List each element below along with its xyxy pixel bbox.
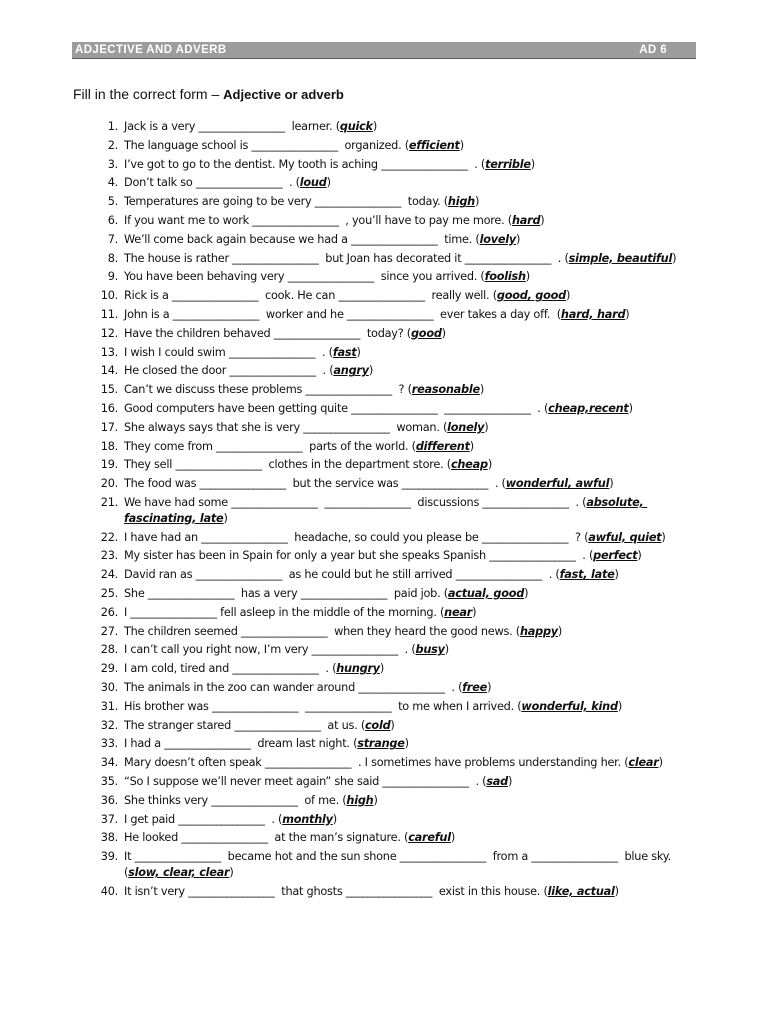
word-hint: free [462, 681, 488, 695]
exercise-item [90, 119, 700, 135]
exercise-item [90, 793, 700, 809]
exercise-sentence [124, 812, 700, 828]
header-title: ADJECTIVE AND ADVERB [75, 44, 227, 56]
sentence-text: ) [373, 793, 378, 807]
sentence-text: The stranger stared ________________ at us. ( [124, 718, 365, 732]
exercise-item [90, 157, 700, 173]
exercise-item [90, 476, 700, 492]
word-hint: absolute, fascinating, late [124, 495, 648, 525]
exercise-item [90, 774, 700, 790]
sentence-text: ) [223, 511, 228, 525]
exercise-number: 28. [100, 643, 118, 657]
exercise-item [90, 382, 700, 398]
exercise-number: 6. [107, 213, 118, 227]
word-hint: perfect [593, 549, 638, 563]
word-hint: high [447, 195, 475, 209]
exercise-number: 13. [100, 345, 118, 359]
exercise-item [90, 548, 700, 564]
exercise-number: 15. [100, 383, 118, 397]
exercise-sentence [124, 774, 700, 790]
exercise-sentence [124, 567, 700, 583]
sentence-text: ) [614, 884, 619, 898]
sentence-text: ) [372, 120, 377, 133]
exercise-item [90, 624, 700, 640]
exercise-sentence [124, 213, 700, 229]
sentence-text: ) [332, 812, 337, 826]
sentence-text: We have had some ________________ ________________ discussions ________________ . ( [124, 495, 587, 509]
exercise-item [90, 269, 700, 285]
sentence-text: The animals in the zoo can wander around ________________ . ( [124, 681, 463, 695]
exercise-number: 17. [100, 420, 118, 434]
sentence-text: I had a ________________ dream last night. ( [124, 737, 358, 751]
exercise-sentence [124, 345, 700, 361]
word-hint: foolish [484, 270, 526, 284]
exercise-sentence [124, 175, 700, 191]
word-hint: cold [364, 718, 391, 732]
sentence-text: It isn’t very ________________ that ghosts ________________ exist in this house. ( [124, 884, 548, 898]
exercise-sentence [124, 251, 700, 267]
exercise-list [90, 119, 700, 903]
exercise-number: 10. [100, 289, 118, 303]
word-hint: strange [357, 737, 405, 751]
exercise-number: 38. [100, 831, 118, 845]
sentence-text: ) [484, 420, 489, 434]
exercise-sentence [124, 736, 700, 752]
word-hint: hungry [336, 662, 380, 676]
word-hint: good [410, 326, 442, 340]
sentence-text: ) [617, 699, 622, 713]
exercise-number: 5. [107, 195, 118, 209]
sentence-text: ) [474, 195, 480, 209]
sentence-text: I ________________ fell asleep in the middle of the morning. ( [124, 605, 445, 619]
exercise-sentence [124, 755, 700, 771]
exercise-number: 1. [107, 120, 118, 133]
exercise-number: 34. [100, 756, 118, 770]
sentence-text: ) [487, 681, 492, 695]
exercise-sentence [124, 718, 700, 734]
sentence-text: ) [637, 549, 642, 563]
sentence-text: ) [515, 232, 521, 246]
sentence-text: We’ll come back again because we had a ________________ time. ( [124, 232, 480, 246]
sentence-text: I wish I could swim ________________ . ( [124, 345, 333, 359]
exercise-number: 7. [107, 232, 118, 246]
word-hint: high [346, 793, 374, 807]
word-hint: lonely [447, 420, 485, 434]
exercise-number: 24. [100, 568, 118, 582]
exercise-sentence [124, 642, 700, 658]
exercise-item [90, 288, 700, 304]
exercise-sentence [124, 420, 700, 436]
exercise-number: 23. [100, 549, 118, 563]
exercise-number: 33. [100, 737, 118, 751]
exercise-sentence [124, 605, 700, 621]
exercise-number: 32. [100, 718, 118, 732]
sentence-text: They come from ________________ parts of the world. ( [124, 439, 416, 453]
word-hint: hard, hard [560, 307, 626, 321]
word-hint: sad [486, 775, 508, 788]
sentence-text: ) [390, 718, 395, 732]
exercise-sentence [124, 699, 700, 715]
exercise-sentence [124, 401, 700, 417]
exercise-item [90, 718, 700, 734]
sentence-text: Can’t we discuss these problems ________________ ? ( [124, 383, 412, 397]
exercise-sentence [124, 849, 700, 881]
exercise-number: 36. [100, 793, 118, 807]
exercise-item [90, 232, 700, 248]
sentence-text: Temperatures are going to be very ________________ today. ( [124, 195, 448, 209]
exercise-sentence [124, 326, 700, 342]
word-hint: wonderful, kind [521, 699, 618, 713]
exercise-item [90, 363, 700, 379]
sentence-text: He looked ________________ at the man’s signature. ( [124, 831, 409, 845]
sentence-text: ) [404, 737, 409, 751]
exercise-item [90, 567, 700, 583]
word-hint: clear [628, 756, 659, 770]
exercise-number: 11. [100, 307, 118, 321]
exercise-item [90, 849, 700, 881]
sentence-text: ) [609, 477, 614, 491]
word-hint: happy [519, 624, 558, 638]
exercise-sentence [124, 382, 700, 398]
exercise-number: 25. [100, 587, 118, 601]
exercise-sentence [124, 119, 700, 135]
sentence-text: She ________________ has a very ________________ paid job. ( [124, 587, 448, 601]
exercise-number: 3. [107, 157, 118, 171]
word-hint: simple, beautiful [568, 251, 673, 265]
exercise-item [90, 736, 700, 752]
sentence-text: ) [356, 345, 361, 359]
word-hint: loud [299, 176, 327, 190]
sentence-text: You have been behaving very ________________ since you arrived. ( [124, 270, 485, 284]
sentence-text: ) [469, 439, 474, 453]
exercise-sentence [124, 307, 700, 323]
word-hint: quick [339, 120, 373, 133]
exercise-sentence [124, 157, 700, 173]
exercise-number: 39. [100, 850, 118, 864]
sentence-text: She always says that she is very ________________ woman. ( [124, 420, 448, 434]
sentence-text: The food was ________________ but the service was ________________ . ( [124, 477, 506, 491]
sentence-text: Don’t talk so ________________ . ( [124, 176, 300, 190]
exercise-number: 9. [107, 270, 118, 284]
exercise-sentence [124, 495, 700, 527]
word-hint: hard [511, 213, 541, 227]
sentence-text: ) [625, 307, 630, 321]
exercise-item [90, 680, 700, 696]
exercise-number: 14. [100, 364, 118, 378]
sentence-text: ) [441, 326, 446, 340]
exercise-item [90, 439, 700, 455]
word-hint: monthly [282, 812, 333, 826]
word-hint: slow, clear, clear [128, 866, 230, 880]
exercise-number: 31. [100, 699, 118, 713]
sentence-text: John is a ________________ worker and he ________________ ever takes a day off. ( [124, 307, 561, 321]
sentence-text: My sister has been in Spain for only a year but she speaks Spanish ________________ . ( [124, 549, 594, 563]
sentence-text: “So I suppose we’ll never meet again” she said ________________ . ( [124, 775, 487, 788]
word-hint: cheap [450, 458, 488, 472]
exercise-sentence [124, 476, 700, 492]
exercise-item [90, 605, 700, 621]
sentence-text: ) [661, 530, 666, 544]
exercise-item [90, 213, 700, 229]
exercise-number: 20. [100, 477, 118, 491]
sentence-text: ) [525, 270, 530, 284]
sentence-text: ) [614, 568, 619, 582]
sentence-text: ) [487, 458, 492, 472]
sentence-text: The children seemed ________________ when they heard the good news. ( [124, 624, 520, 638]
exercise-number: 26. [100, 605, 118, 619]
word-hint: fast, late [559, 568, 615, 582]
sentence-text: Mary doesn’t often speak ________________ . I sometimes have problems understanding her. ( [124, 756, 629, 770]
word-hint: like, actual [547, 884, 615, 898]
exercise-item [90, 642, 700, 658]
sentence-text: ) [508, 775, 513, 788]
exercise-number: 27. [100, 624, 118, 638]
exercise-number: 29. [100, 662, 118, 676]
sentence-text: I’ve got to go to the dentist. My tooth is aching ________________ . ( [124, 157, 486, 171]
instruction-prefix: Fill in the correct form – [73, 86, 224, 102]
sentence-text: Good computers have been getting quite ________________ ________________ . ( [124, 401, 549, 415]
exercise-sentence [124, 457, 700, 473]
sentence-text: ) [368, 364, 374, 378]
header-bar [72, 42, 696, 59]
exercise-sentence [124, 439, 700, 455]
exercise-sentence [124, 363, 700, 379]
sentence-text: ) [229, 866, 234, 880]
exercise-sentence [124, 232, 700, 248]
exercise-number: 4. [107, 176, 118, 190]
sentence-text: If you want me to work ________________ , you’ll have to pay me more. ( [124, 213, 512, 227]
exercise-number: 19. [100, 458, 118, 472]
exercise-sentence [124, 793, 700, 809]
word-hint: reasonable [411, 383, 480, 397]
exercise-item [90, 812, 700, 828]
sentence-text: They sell ________________ clothes in the department store. ( [124, 458, 451, 472]
sentence-text: ) [658, 756, 663, 770]
exercise-number: 40. [100, 884, 118, 898]
exercise-item [90, 699, 700, 715]
word-hint: busy [415, 643, 445, 657]
sentence-text: ) [540, 213, 545, 227]
sentence-text: ) [672, 251, 677, 265]
exercise-item [90, 194, 700, 210]
sentence-text: ) [557, 624, 563, 638]
sentence-text: ) [524, 587, 529, 601]
exercise-sentence [124, 586, 700, 602]
sentence-text: ) [459, 138, 464, 152]
exercise-item [90, 401, 700, 417]
exercise-number: 8. [107, 251, 118, 265]
sentence-text: The language school is ________________ organized. ( [124, 138, 409, 152]
exercise-sentence [124, 138, 700, 154]
sentence-text: Have the children behaved ________________ today? ( [124, 326, 411, 340]
sentence-text: ) [628, 401, 633, 415]
exercise-number: 21. [100, 495, 118, 509]
sentence-text: ) [479, 383, 485, 397]
exercise-item [90, 138, 700, 154]
word-hint: careful [408, 831, 451, 845]
word-hint: angry [333, 364, 369, 378]
exercise-item [90, 530, 700, 546]
exercise-number: 35. [100, 775, 118, 788]
sentence-text: I have had an ________________ headache, so could you please be ________________ ? ( [124, 530, 589, 544]
exercise-item [90, 495, 700, 527]
exercise-number: 22. [100, 530, 118, 544]
sentence-text: ) [472, 605, 477, 619]
exercise-sentence [124, 830, 700, 846]
sentence-text: ) [566, 289, 571, 303]
exercise-item [90, 345, 700, 361]
exercise-item [90, 175, 700, 191]
word-hint: wonderful, awful [505, 477, 610, 491]
exercise-item [90, 755, 700, 771]
exercise-item [90, 307, 700, 323]
sentence-text: His brother was ________________ ________________ to me when I arrived. ( [124, 699, 522, 713]
sentence-text: He closed the door ________________ . ( [124, 364, 334, 378]
exercise-item [90, 830, 700, 846]
instruction-bold: Adjective or adverb [223, 87, 344, 102]
sentence-text: It ________________ became hot and the sun shone ________________ from a ________________ blue sky. ( [124, 850, 675, 880]
exercise-sentence [124, 624, 700, 640]
exercise-sentence [124, 194, 700, 210]
exercise-sentence [124, 680, 700, 696]
word-hint: terrible [485, 157, 531, 171]
sentence-text: She thinks very ________________ of me. ( [124, 793, 347, 807]
exercise-item [90, 457, 700, 473]
sentence-text: I am cold, tired and ________________ . ( [124, 662, 337, 676]
sentence-text: ) [444, 643, 449, 657]
exercise-item [90, 586, 700, 602]
sentence-text: I get paid ________________ . ( [124, 812, 283, 826]
word-hint: good, good [496, 289, 567, 303]
exercise-number: 16. [100, 401, 118, 415]
exercise-sentence [124, 661, 700, 677]
word-hint: near [444, 605, 473, 619]
exercise-item [90, 884, 700, 900]
word-hint: fast [332, 345, 357, 359]
word-hint: different [415, 439, 470, 453]
sentence-text: ) [326, 176, 331, 190]
exercise-number: 12. [100, 326, 118, 340]
sentence-text: David ran as ________________ as he could but he still arrived ________________ . ( [124, 568, 560, 582]
instruction [73, 86, 344, 102]
sentence-text: Rick is a ________________ cook. He can ________________ really well. ( [124, 289, 497, 303]
exercise-sentence [124, 884, 700, 900]
sentence-text: ) [450, 831, 455, 845]
exercise-number: 18. [100, 439, 118, 453]
sentence-text: The house is rather ________________ but Joan has decorated it ________________ . ( [124, 251, 569, 265]
exercise-sentence [124, 288, 700, 304]
exercise-sentence [124, 548, 700, 564]
sentence-text: ) [530, 157, 535, 171]
word-hint: awful, quiet [588, 530, 662, 544]
exercise-number: 2. [107, 138, 118, 152]
exercise-item [90, 251, 700, 267]
word-hint: actual, good [447, 587, 525, 601]
exercise-sentence [124, 269, 700, 285]
exercise-item [90, 326, 700, 342]
exercise-item [90, 420, 700, 436]
word-hint: cheap,recent [548, 401, 629, 415]
exercise-number: 30. [100, 681, 118, 695]
exercise-number: 37. [100, 812, 118, 826]
sentence-text: Jack is a very ________________ learner. ( [124, 120, 340, 133]
exercise-sentence [124, 530, 700, 546]
word-hint: lovely [479, 232, 516, 246]
header-code: AD 6 [639, 44, 667, 56]
exercise-item [90, 661, 700, 677]
sentence-text: I can’t call you right now, I’m very ________________ . ( [124, 643, 416, 657]
word-hint: efficient [408, 138, 460, 152]
sentence-text: ) [379, 662, 385, 676]
